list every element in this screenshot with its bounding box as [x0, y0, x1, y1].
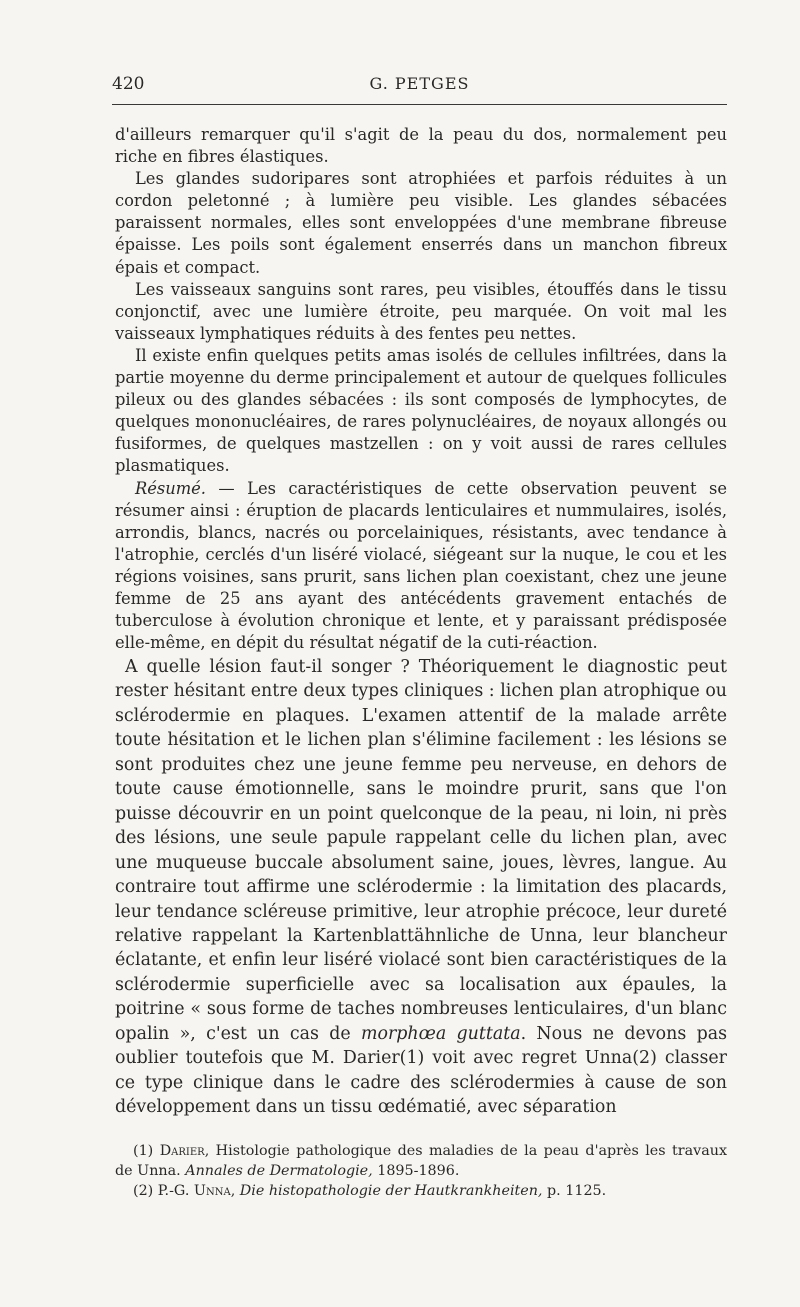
footnote-2-title: Die histopathologie der Hautkrankheiten,	[239, 1183, 543, 1199]
running-header	[112, 74, 727, 102]
footnote-2-initials: P.-G.	[153, 1183, 194, 1199]
page-number: 420	[112, 74, 145, 94]
paragraph-infiltrate: Il existe enfin quelques petits amas isolés de cellules infiltrées, dans la partie moyenne du derme principalement et autour de quelques follicules pileux ou des glandes sébacées : ils sont composés de lymphocytes, de quelques mononucléaires, de rares polynucléaires, de noyaux allongés ou fusiformes, de quelques mastzellen : on y voit aussi de rares cellules plasmatiques.	[115, 345, 727, 476]
paragraph-glands: Les glandes sudoripares sont atrophiées et parfois réduites à un cordon peletonné ; à lumière peu visible. Les glandes sébacées paraissent normales, elles sont enveloppées d'une membrane fibreuse épaisse. Les poils sont également enserrés dans un manchon fibreux épais et compact.	[115, 169, 727, 277]
observation-text	[115, 124, 727, 654]
summary-text: — Les caractéristiques de cette observation peuvent se résumer ainsi : éruption de placards lenticulaires et nummulaires, isolés, arrondis, blancs, nacrés ou porcelainiques, résistants, avec tendance à l'atrophie, cerclés d'un liséré violacé, siégeant sur la nuque, le cou et les régions voisines, sans prurit, sans lichen plan coexistant, chez une jeune femme de 25 ans ayant des antécédents gravement entachés de tuberculose à évolution chronique et lente, et y paraissant prédisposée elle-même, en dépit du résultat négatif de la cuti-réaction.	[115, 478, 727, 653]
discussion-text	[115, 655, 727, 1120]
morphoea-guttata: morphœa guttata	[361, 1023, 521, 1044]
footnote-1-author: Darier	[159, 1143, 205, 1159]
running-title: G. PETGES	[369, 74, 470, 93]
footnote-1-text: , Histologie pathologique des maladies de la peau d'après les travaux de Unna.	[115, 1143, 728, 1179]
footnote-1-journal: Annales de Dermatologie,	[185, 1163, 373, 1179]
footnote-2	[115, 1181, 727, 1201]
paragraph-vessels: Les vaisseaux sanguins sont rares, peu visibles, étouffés dans le tissu conjonctif, avec une lumière étroite, peu marquée. On voit mal les vaisseaux lymphatiques réduits à des fentes peu nettes.	[115, 279, 727, 343]
paragraph-discussion	[115, 655, 727, 1120]
discussion-text-end: . Nous ne devons pas oublier toutefois que M. Darier(1) voit avec regret Unna(2) classer ce type clinique dans le cadre des sclérodermies à cause de son développement dans un tissu œdématié, avec séparation	[115, 1023, 728, 1118]
footnote-2-mark: (2)	[133, 1183, 154, 1199]
footnotes	[115, 1141, 727, 1201]
footnote-1-years: 1895-1896.	[372, 1163, 460, 1179]
header-rule	[112, 104, 727, 105]
discussion-text-start: A quelle lésion faut-il songer ? Théoriquement le diagnostic peut rester hésitant entre deux types cliniques : lichen plan atrophique ou sclérodermie en plaques. L'examen attentif de la malade arrête toute hésitation et le lichen plan s'élimine facilement : les lésions se sont produites chez une jeune femme peu nerveuse, en dehors de toute cause émotionnelle, sans le moindre prurit, sans que l'on puisse découvrir en un point quelconque de la peau, ni loin, ni près des lésions, une seule papule rappelant celle du lichen plan, avec une muqueuse buccale absolument saine, joues, lèvres, langue. Au contraire tout affirme une sclérodermie : la limitation des placards, leur tendance scléreuse primitive, leur atrophie précoce, leur dureté relative rappelant la Kartenblattähnliche de Unna, leur blancheur éclatante, et enfin leur liséré violacé sont bien caractéristiques de la sclérodermie superficielle avec sa localisation aux épaules, la poitrine « sous forme de taches nombreuses lenticulaires, d'un blanc opalin », c'est un cas de	[115, 657, 727, 1044]
footnote-2-sep: ,	[230, 1183, 240, 1199]
footnote-2-page: p. 1125.	[542, 1183, 607, 1199]
footnote-2-author: Unna	[193, 1183, 231, 1199]
footnote-1-mark: (1)	[133, 1143, 154, 1159]
footnote-1	[115, 1141, 727, 1181]
summary-label: Résumé.	[135, 478, 206, 498]
paragraph-summary	[115, 478, 727, 655]
paragraph-elastic-fibres: d'ailleurs remarquer qu'il s'agit de la peau du dos, normalement peu riche en fibres élastiques.	[115, 125, 727, 167]
